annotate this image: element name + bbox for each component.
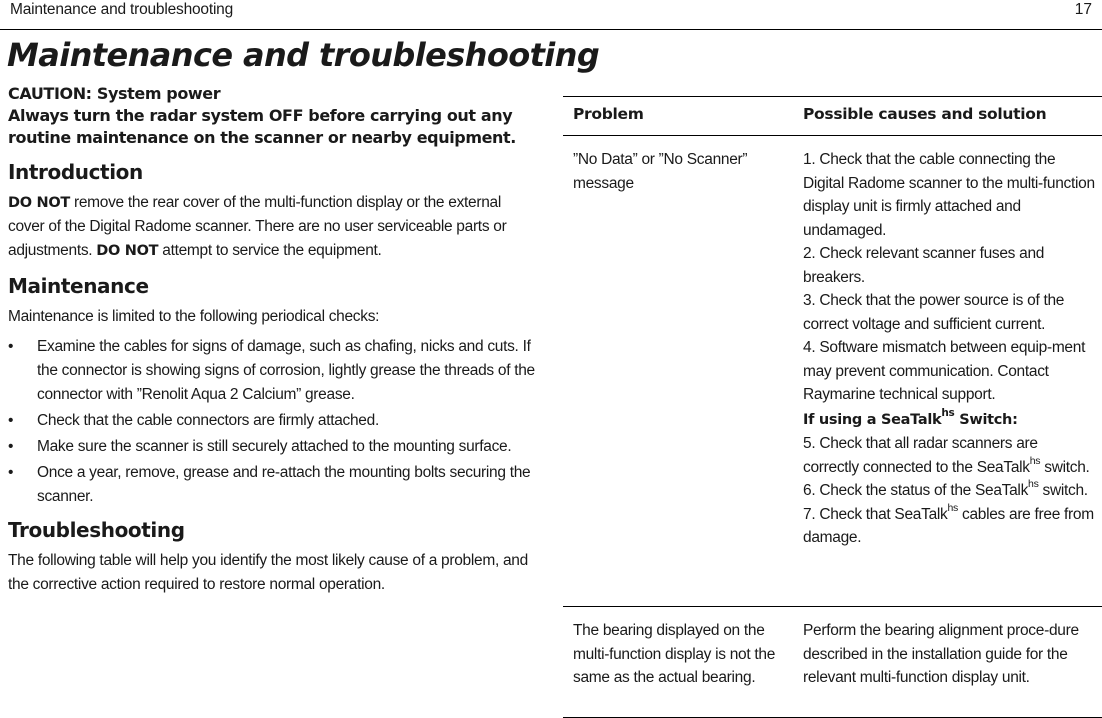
solution-step: 1. Check that the cable connecting the Digital Radome scanner to the multi-function display unit is firmly attached and undamaged.	[803, 151, 1095, 239]
seatalk-switch-subheading	[803, 406, 1095, 433]
page-title: Maintenance and troubleshooting	[7, 36, 600, 74]
problem-cell: The bearing displayed on the multi-function display is not the same as the actual bearing.	[573, 622, 776, 686]
solution-step	[803, 432, 1095, 479]
maintenance-checklist	[8, 335, 538, 509]
subheading-text: If using a SeaTalk	[803, 411, 942, 428]
problem-cell: ”No Data” or ”No Scanner” message	[573, 151, 748, 192]
maintenance-intro: Maintenance is limited to the following periodical checks:	[8, 308, 380, 325]
introduction-text-1: remove the rear cover of the multi-function display or the external cover of the Digital Radome scanner. There are no user serviceable parts or adjustments.	[8, 194, 507, 259]
list-item	[8, 409, 538, 433]
column-header-solution: Possible causes and solution	[803, 105, 1047, 123]
solution-step: 3. Check that the power source is of the correct voltage and sufficient current.	[803, 292, 1065, 333]
bullet-icon: •	[8, 338, 14, 355]
solution-step	[803, 479, 1095, 503]
list-item-text: Make sure the scanner is still securely attached to the mounting surface.	[37, 438, 512, 455]
column-header-problem: Problem	[573, 105, 644, 123]
list-item-text: Check that the cable connectors are firmly attached.	[37, 412, 379, 429]
list-item	[8, 435, 538, 459]
solution-step: 4. Software mismatch between equip-ment may prevent communication. Contact Raymarine technical support.	[803, 339, 1086, 403]
table-row	[563, 135, 1102, 606]
bullet-icon: •	[8, 438, 14, 455]
table-row	[563, 606, 1102, 718]
introduction-text-2: attempt to service the equipment.	[158, 242, 382, 259]
maintenance-heading: Maintenance	[8, 274, 149, 298]
running-header	[0, 0, 1102, 30]
running-header-title: Maintenance and troubleshooting	[10, 1, 234, 18]
list-item	[8, 461, 538, 509]
step-text: cables are free from damage.	[803, 505, 1094, 546]
step-text: switch.	[1038, 482, 1088, 499]
superscript: hs	[947, 501, 958, 514]
do-not-emphasis: DO NOT	[8, 195, 70, 211]
list-item-text: Examine the cables for signs of damage, such as chafing, nicks and cuts. If the connector is showing signs of corrosion, lightly grease the threads of the connector with ”Renolit Aqua 2 Calcium” grease.	[37, 338, 535, 403]
table-header-row	[563, 96, 1102, 135]
step-text: 5. Check that all radar scanners are correctly connected to the SeaTalk	[803, 435, 1038, 476]
do-not-emphasis: DO NOT	[96, 243, 159, 259]
solution-cell	[803, 148, 1095, 550]
subheading-text: Switch:	[954, 411, 1018, 428]
list-item	[8, 335, 538, 407]
caution-text: Always turn the radar system OFF before carrying out any routine maintenance on the scanner or nearby equipment.	[8, 106, 516, 147]
troubleshooting-table	[563, 96, 1102, 718]
step-text: 7. Check that SeaTalk	[803, 505, 948, 523]
solution-cell: Perform the bearing alignment proce-dure described in the installation guide for the relevant multi-function display unit.	[803, 622, 1079, 686]
solution-step: 2. Check relevant scanner fuses and breakers.	[803, 245, 1045, 286]
caution-title: CAUTION: System power	[8, 84, 221, 103]
list-item-text: Once a year, remove, grease and re-attach the mounting bolts securing the scanner.	[37, 464, 531, 505]
left-column	[8, 83, 538, 597]
step-text: 6. Check the status of the SeaTalk	[803, 482, 1029, 499]
solution-step	[803, 503, 1095, 550]
troubleshooting-paragraph: The following table will help you identify the most likely cause of a problem, and the corrective action required to restore normal operation.	[8, 552, 528, 593]
step-text: switch.	[1040, 458, 1090, 476]
superscript: hs	[941, 406, 955, 419]
superscript: hs	[1028, 478, 1039, 490]
page-number: 17	[1074, 1, 1092, 18]
introduction-paragraph	[8, 191, 538, 263]
introduction-heading: Introduction	[8, 160, 143, 184]
troubleshooting-heading: Troubleshooting	[8, 518, 185, 542]
bullet-icon: •	[8, 412, 14, 429]
superscript: hs	[1029, 454, 1041, 467]
bullet-icon: •	[8, 464, 14, 481]
